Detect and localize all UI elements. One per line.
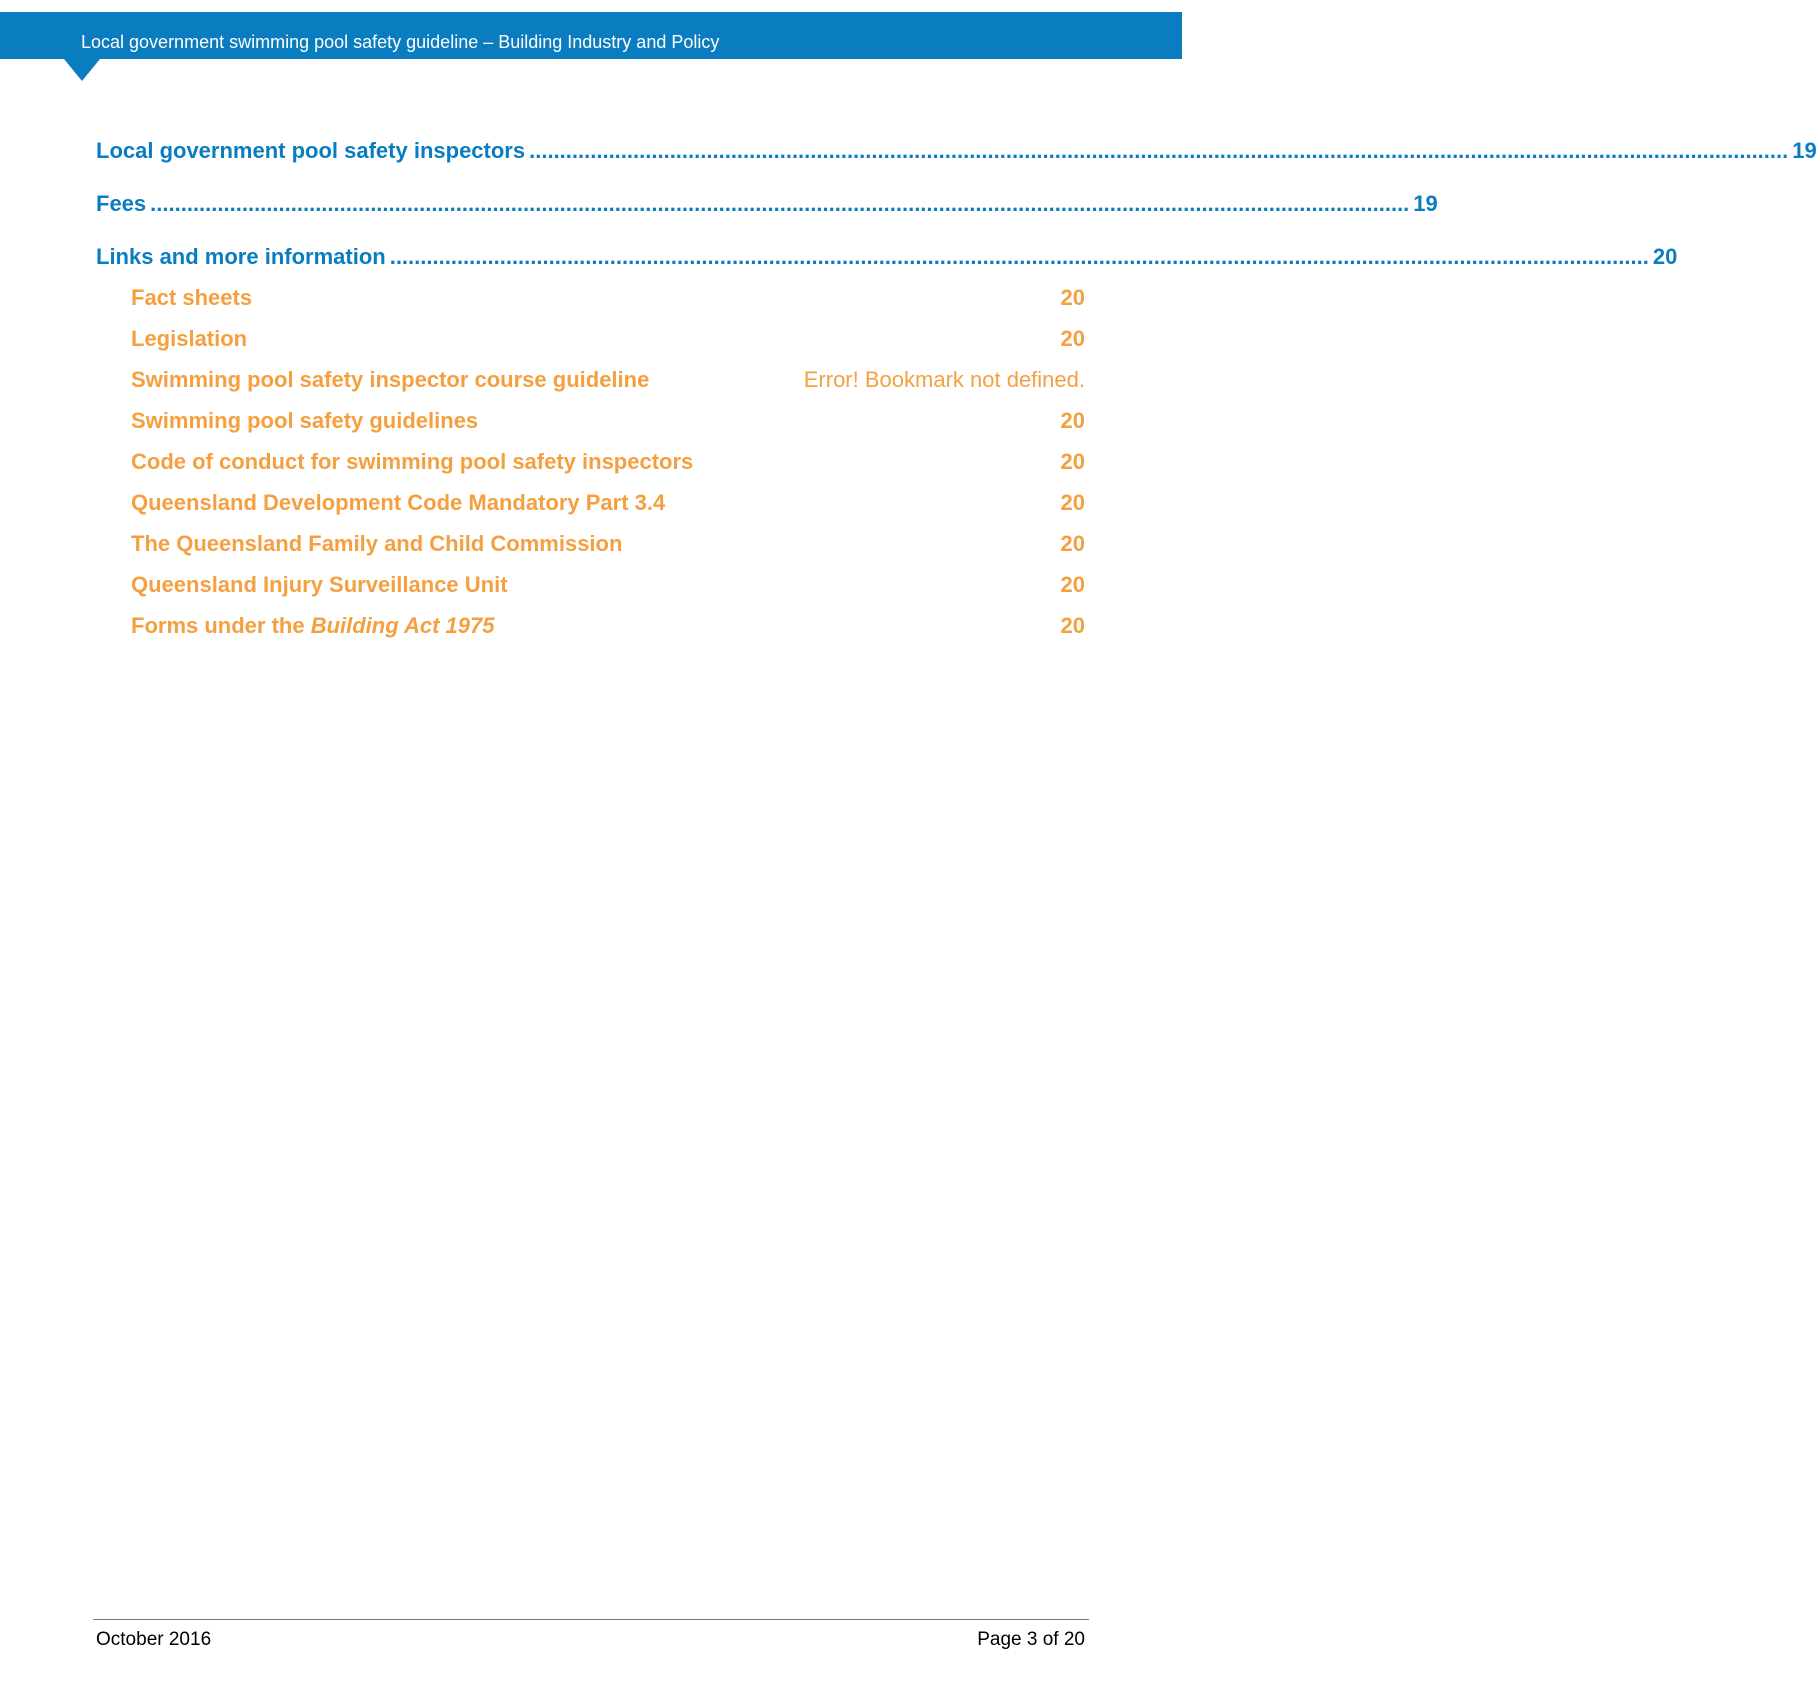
toc-subentry-label: The Queensland Family and Child Commission	[131, 531, 623, 556]
toc-subentry-page: 20	[1060, 326, 1085, 351]
toc-subentry-page-error: Error! Bookmark not defined.	[803, 367, 1085, 392]
toc-subentry-legislation[interactable]	[96, 324, 1085, 354]
toc-subentry-page: 20	[1060, 285, 1085, 310]
toc-subentry-injury-surveillance-unit[interactable]	[96, 570, 1085, 600]
toc-leader: ..............................................................................................................................................................................................................	[529, 138, 1789, 163]
toc-subentry-label: Legislation	[131, 326, 248, 351]
toc-subentry-label-prefix: Forms under the	[131, 613, 311, 638]
toc-subentry-page: 20	[1060, 613, 1085, 638]
toc-subentry-label: Swimming pool safety inspector course guideline	[131, 367, 650, 392]
toc-subentry-inspector-course-guideline[interactable]	[96, 365, 1085, 395]
footer-date: October 2016	[96, 1629, 212, 1650]
toc-subentry-page: 20	[1060, 408, 1085, 433]
footer-page-number: Page 3 of 20	[977, 1629, 1085, 1650]
toc-subentry-label-italic: Building Act 1975	[310, 613, 495, 638]
toc-subentry-fact-sheets[interactable]	[96, 283, 1085, 313]
toc-subentry-page: 20	[1060, 449, 1085, 474]
toc-entry-page: 20	[1652, 244, 1678, 269]
toc-subentry-label: Fact sheets	[131, 285, 253, 310]
toc-subentry-pool-safety-guidelines[interactable]	[96, 406, 1085, 436]
toc-entry-label: Links and more information	[96, 244, 386, 269]
toc-leader: ..............................................................................................................................................................................................................	[150, 191, 1410, 216]
toc-subentry-family-child-commission[interactable]	[96, 529, 1085, 559]
toc-subentry-label	[131, 611, 494, 641]
header-notch	[64, 59, 100, 81]
toc-subentry-page: 20	[1060, 531, 1085, 556]
header-title: Local government swimming pool safety guideline – Building Industry and Policy	[81, 32, 720, 52]
toc-subentry-label: Queensland Development Code Mandatory Part 3.4	[131, 490, 666, 515]
header-bar	[0, 12, 1182, 59]
toc-entry-label: Fees	[96, 191, 147, 216]
toc-subentry-page: 20	[1060, 572, 1085, 597]
toc-entry-fees[interactable]	[96, 189, 1438, 219]
toc-entry-links-more-info[interactable]	[96, 242, 1678, 272]
footer-divider	[93, 1619, 1089, 1620]
toc-leader: ..............................................................................................................................................................................................................	[389, 244, 1649, 269]
toc-subentry-label: Queensland Injury Surveillance Unit	[131, 572, 508, 597]
toc-entry-page: 19	[1792, 138, 1817, 163]
toc-subentry-page: 20	[1060, 490, 1085, 515]
toc-subentry-qdc-mp34[interactable]	[96, 488, 1085, 518]
toc-subentry-code-of-conduct[interactable]	[96, 447, 1085, 477]
toc-entry-label: Local government pool safety inspectors	[96, 138, 526, 163]
toc-subentry-label: Swimming pool safety guidelines	[131, 408, 479, 433]
toc-entry-page: 19	[1413, 191, 1438, 216]
toc-subentry-forms-building-act[interactable]	[96, 611, 1085, 641]
toc-entry-pool-safety-inspectors[interactable]	[96, 136, 1817, 166]
toc-subentry-label: Code of conduct for swimming pool safety inspectors	[131, 449, 694, 474]
